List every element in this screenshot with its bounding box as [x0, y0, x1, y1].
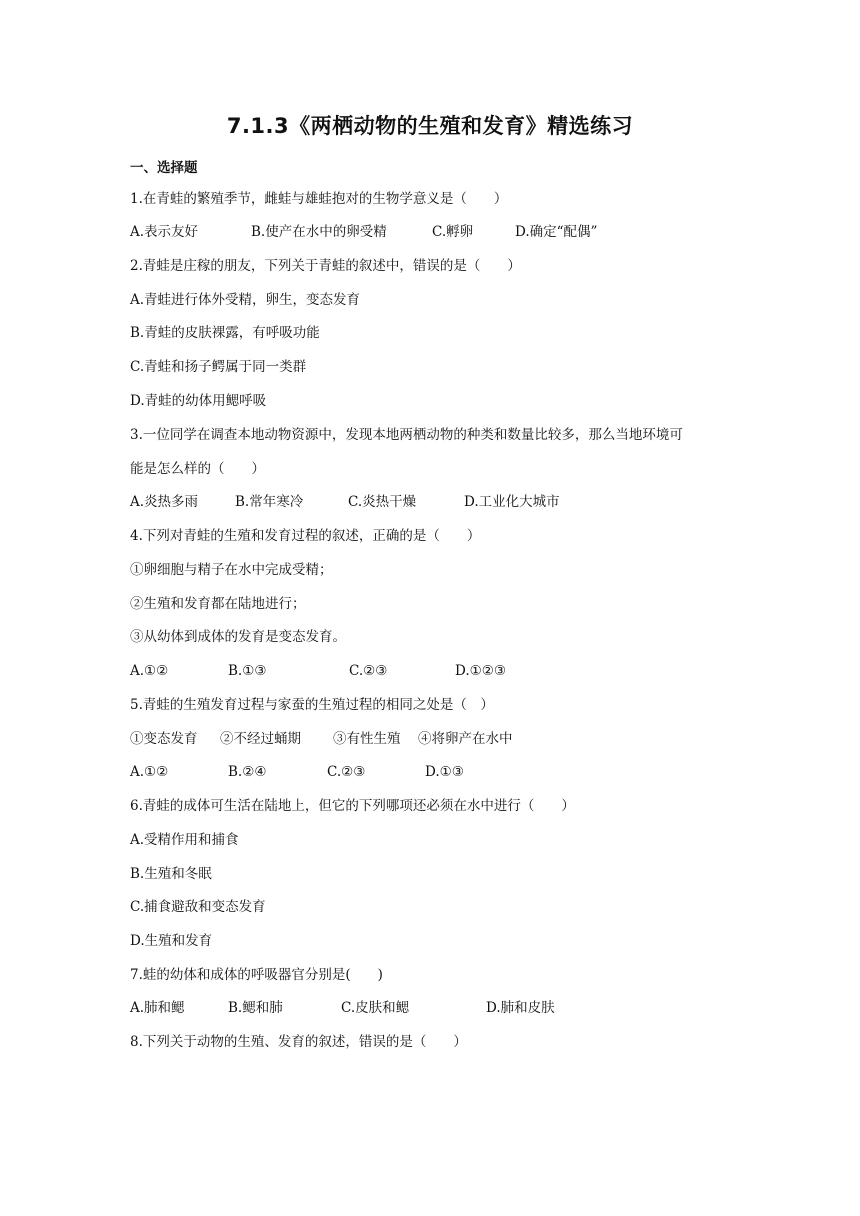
option-d: D.①②③ — [455, 663, 506, 679]
option-b: B.②④ — [228, 764, 267, 780]
option-a: A.肺和鳃 — [130, 1000, 185, 1016]
question-5-stem: 5.青蛙的生殖发育过程与家蚕的生殖过程的相同之处是（ ） — [130, 697, 494, 713]
option-b: B.鳃和肺 — [228, 1000, 283, 1016]
question-2-option-b: B.青蛙的皮肤裸露，有呼吸功能 — [130, 325, 320, 341]
option-c: C.②③ — [327, 764, 366, 780]
question-6-option-b: B.生殖和冬眠 — [130, 866, 212, 882]
option-d: D.①③ — [425, 764, 464, 780]
question-4-stem: 4.下列对青蛙的生殖和发育过程的叙述，正确的是（ ） — [130, 528, 481, 544]
option-b: B.常年寒冷 — [235, 494, 304, 510]
question-4-statement-2: ②生殖和发育都在陆地进行； — [130, 596, 306, 612]
option-a: A.①② — [130, 663, 169, 679]
option-b: B.①③ — [228, 663, 267, 679]
question-6-stem: 6.青蛙的成体可生活在陆地上，但它的下列哪项还必须在水中进行（ ） — [130, 798, 575, 814]
option-b: B.使产在水中的卵受精 — [251, 224, 387, 240]
statement-3: ③有性生殖 — [333, 731, 401, 747]
option-c: C.炎热干燥 — [348, 494, 417, 510]
section-heading: 一、选择题 — [130, 160, 198, 176]
statement-4: ④将卵产在水中 — [418, 731, 513, 747]
option-a: A.炎热多雨 — [130, 494, 199, 510]
question-6-option-d: D.生殖和发育 — [130, 933, 213, 949]
option-c: C.孵卵 — [432, 224, 474, 240]
option-a: A.①② — [130, 764, 169, 780]
option-c: C.②③ — [349, 663, 388, 679]
question-4-statement-3: ③从幼体到成体的发育是变态发育。 — [130, 629, 346, 645]
option-c: C.皮肤和鳃 — [341, 1000, 410, 1016]
question-8-stem: 8.下列关于动物的生殖、发育的叙述，错误的是（ ） — [130, 1034, 467, 1050]
page-title: 7.1.3《两栖动物的生殖和发育》精选练习 — [226, 114, 634, 138]
statement-2: ②不经过蛹期 — [220, 731, 301, 747]
option-d: D.工业化大城市 — [464, 494, 560, 510]
question-1-stem: 1.在青蛙的繁殖季节，雌蛙与雄蛙抱对的生物学意义是（ ） — [130, 191, 508, 207]
question-3-stem-line-2: 能是怎么样的（ ） — [130, 461, 265, 477]
question-4-statement-1: ①卵细胞与精子在水中完成受精； — [130, 562, 333, 578]
question-6-option-a: A.受精作用和捕食 — [130, 832, 239, 848]
statement-1: ①变态发育 — [130, 731, 198, 747]
option-d: D.确定“配偶” — [515, 224, 598, 240]
question-6-option-c: C.捕食避敌和变态发育 — [130, 899, 266, 915]
question-7-stem: 7.蛙的幼体和成体的呼吸器官分别是( ) — [130, 967, 383, 983]
question-2-option-c: C.青蛙和扬子鳄属于同一类群 — [130, 359, 307, 375]
question-2-stem: 2.青蛙是庄稼的朋友，下列关于青蛙的叙述中，错误的是（ ） — [130, 258, 521, 274]
option-d: D.肺和皮肤 — [486, 1000, 555, 1016]
question-2-option-d: D.青蛙的幼体用鳃呼吸 — [130, 393, 267, 409]
question-2-option-a: A.青蛙进行体外受精，卵生，变态发育 — [130, 292, 361, 308]
question-3-stem-line-1: 3.一位同学在调查本地动物资源中，发现本地两栖动物的种类和数量比较多，那么当地环境可 — [130, 427, 683, 443]
option-a: A.表示友好 — [130, 224, 199, 240]
